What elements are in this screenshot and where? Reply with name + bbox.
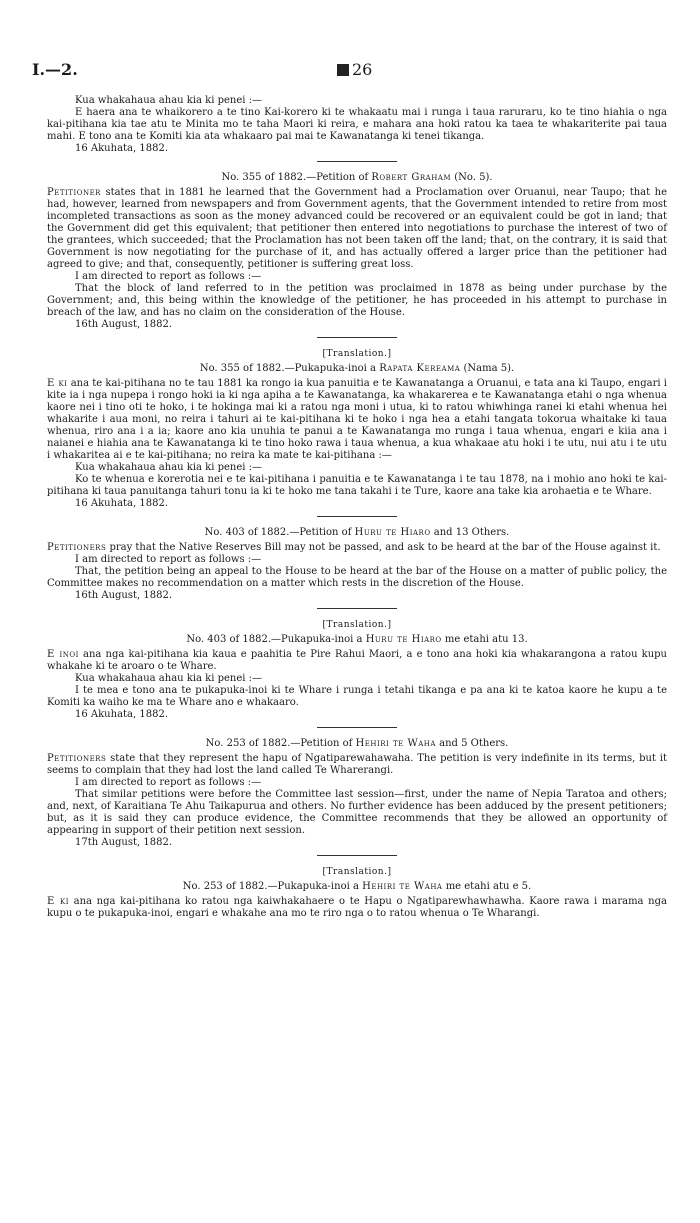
date-line: 16th August, 1882. [75, 590, 173, 601]
petitioner-name: Huru te Hiaro [365, 634, 442, 645]
petition-statement: Petitioners pray that the Native Reserves Bill may not be passed, and ask to be heard at the bar of the House against it. [47, 542, 661, 553]
translation-section [47, 348, 667, 517]
petition-section [47, 527, 667, 609]
petitioner-name: Hehiri te Waha [362, 881, 443, 892]
translation-label: [Translation.] [322, 349, 392, 359]
divider [317, 516, 397, 517]
divider [317, 337, 397, 338]
date-line: 16 Akuhata, 1882. [75, 143, 168, 154]
divider [317, 727, 397, 728]
petition-statement: Petitioner states that in 1881 he learned that the Government had a Proclamation over Oruanui, near Taupo; that he had, however, learned from newspapers and from Government agents, that the Government intended to retire from most incompleted transactions as soon as the money advanced could be recovered or an equivalent could be got in land; that the Government did get this equivalent; that petitioner then entered into negotiations to purchase the interest of two of the grantees, which succeeded; that the Proclamation has not been taken off the land; that, on the contrary, it is said that Government is now negotiating for the purchase of it, and has actually offered a larger price than the petitioner had agreed to give; and that, consequently, petitioner is suffering great loss. [47, 187, 667, 270]
petition-statement: E inoi ana nga kai-pitihana kia kaua e paahitia te Pire Rahui Maori, a e tono ana hoki kia whakarangona a ratou kupu whakahe ki te aroaro o te Whare. [47, 649, 667, 672]
paragraph: That, the petition being an appeal to the House to be heard at the bar of the House on a matter of public policy, the Committee makes no recommendation on a matter which rests in the discretion of the House. [47, 566, 667, 589]
petition-heading: No. 355 of 1882.—Petition of Robert Graham (No. 5). [221, 172, 493, 183]
date-line: 17th August, 1882. [75, 837, 173, 848]
translation-section [47, 866, 667, 920]
page-header [32, 60, 668, 84]
petition-heading: No. 403 of 1882.—Pukapuka-inoi a Huru te Hiaro me etahi atu 13. [186, 634, 528, 645]
petitioner-name: Hehiri te Waha [355, 738, 436, 749]
paragraph: Kua whakahaua ahau kia ki penei :— [75, 673, 263, 684]
paragraph: E haera ana te whaikorero a te tino Kai-korero ki te whakaatu mai i runga i taua raruraru, ko te tino hiahia o nga kai-pitihana kia tae atu te Minita mo te taha Maori ki reira, e mahara ana hoki ratou ka taea te whakariterite pai taua mahi. E tono ana te Komiti kia ata whakaaro pai mai te Kawanatanga ki tenei tikanga. [47, 107, 667, 142]
petition-statement: E ki ana te kai-pitihana no te tau 1881 ka rongo ia kua panuitia e te Kawanatanga a Oruanui, e tata ana ki Taupo, engari i kite ia i nga nupepa i rongo hoki ia ki nga apiha a te Kawanatanga, ka whakarerea e te Kawanatanga etahi o nga whenua kaore nei i tino oti te hoko, i te hokinga mai ki a ratou nga moni i utua, ki to ratou whiwhinga ranei ki etahi whenua hei whakarite i aua moni, no reira i tahuri ai te kai-pitihana ki te hoko i nga hea a etahi tangata tokorua whaitake ki taua whenua, riro ana i a ia; kaore ano kia unuhia te panui a te Kawanatanga mo runga i taua whenua, engari e kiia ana i naianei e hiahia ana te Kawanatanga ki te tino hoko rawa i taua whenua, a kua whakaae atu hoki i te utu, nui atu i te utu i whakaritea ai e te kai-pitihana; no reira ka mate te kai-pitihana :— [47, 378, 667, 461]
divider [317, 855, 397, 856]
section-continuation [47, 95, 667, 162]
petition-section [47, 172, 667, 338]
petition-statement: Petitioners state that they represent the hapu of Ngatiparewahawaha. The petition is very indefinite in its terms, but it seems to complain that they had lost the land called Te Wharerangi. [47, 753, 667, 776]
petition-statement: E ki ana nga kai-pitihana ko ratou nga kaiwhakahaere o te Hapu o Ngatiparewhawhawha. Kaore rawa i marama nga kupu o te pukapuka-inoi, engari e whakahe ana mo te riro nga o to ratou whenua o Te Wharangi. [47, 896, 667, 919]
petition-heading: No. 253 of 1882.—Pukapuka-inoi a Hehiri te Waha me etahi atu e 5. [182, 881, 532, 892]
paragraph: I am directed to report as follows :— [75, 554, 262, 565]
document-body [47, 95, 667, 920]
petition-heading: No. 355 of 1882.—Pukapuka-inoi a Rapata Kereama (Nama 5). [199, 363, 515, 374]
paragraph: I te mea e tono ana te pukapuka-inoi ki te Whare i runga i tetahi tikanga e pa ana ki te katoa kaore he kupu a te Komiti ka waiho ke ma te Whare ano e whakaaro. [47, 685, 667, 708]
paragraph: I am directed to report as follows :— [75, 271, 262, 282]
paragraph: That the block of land referred to in the petition was proclaimed in 1878 as being under purchase by the Government; and, this being within the knowledge of the petitioner, he has proceeded in his attempt to purchase in breach of the law, and has no claim on the consideration of the House. [47, 283, 667, 318]
paragraph: I am directed to report as follows :— [75, 777, 262, 788]
date-line: 16 Akuhata, 1882. [75, 498, 168, 509]
paragraph: Kua whakahaua ahau kia ki penei :— [75, 95, 263, 106]
date-line: 16 Akuhata, 1882. [75, 709, 168, 720]
petitioner-name: Rapata Kereama [379, 363, 461, 374]
date-line: 16th August, 1882. [75, 319, 173, 330]
document-reference: I.—2. [32, 60, 78, 79]
petition-section [47, 738, 667, 856]
petition-heading: No. 253 of 1882.—Petition of Hehiri te Waha and 5 Others. [205, 738, 509, 749]
petitioner-name: Robert Graham [371, 172, 452, 183]
paragraph: That similar petitions were before the Committee last session—first, under the name of Nepia Taratoa and others; and, next, of Karaitiana Te Ahu Taikapurua and others. No further evidence has been adduced by the present petitioners; but, as it is said they can produce evidence, the Committee recommends that they be allowed an opportunity of appearing in support of their petition next session. [47, 789, 667, 836]
petitioner-name: Huru te Hiaro [354, 527, 431, 538]
translation-section [47, 619, 667, 728]
petition-heading: No. 403 of 1882.—Petition of Huru te Hiaro and 13 Others. [204, 527, 510, 538]
seal-icon [337, 64, 349, 76]
paragraph: Ko te whenua e korerotia nei e te kai-pitihana i panuitia e te Kawanatanga i te tau 1878, na i mohio ano hoki te kai-pitihana ki taua panuitanga tahuri tonu ia ki te hoko me tana takahi i te Ture, kaore ana take kia arohaetia e te Whare. [47, 474, 667, 497]
page-number-block [337, 60, 372, 79]
divider [317, 608, 397, 609]
paragraph: Kua whakahaua ahau kia ki penei :— [75, 462, 263, 473]
divider [317, 161, 397, 162]
translation-label: [Translation.] [322, 867, 392, 877]
translation-label: [Translation.] [322, 620, 392, 630]
page-number: 26 [352, 60, 373, 79]
